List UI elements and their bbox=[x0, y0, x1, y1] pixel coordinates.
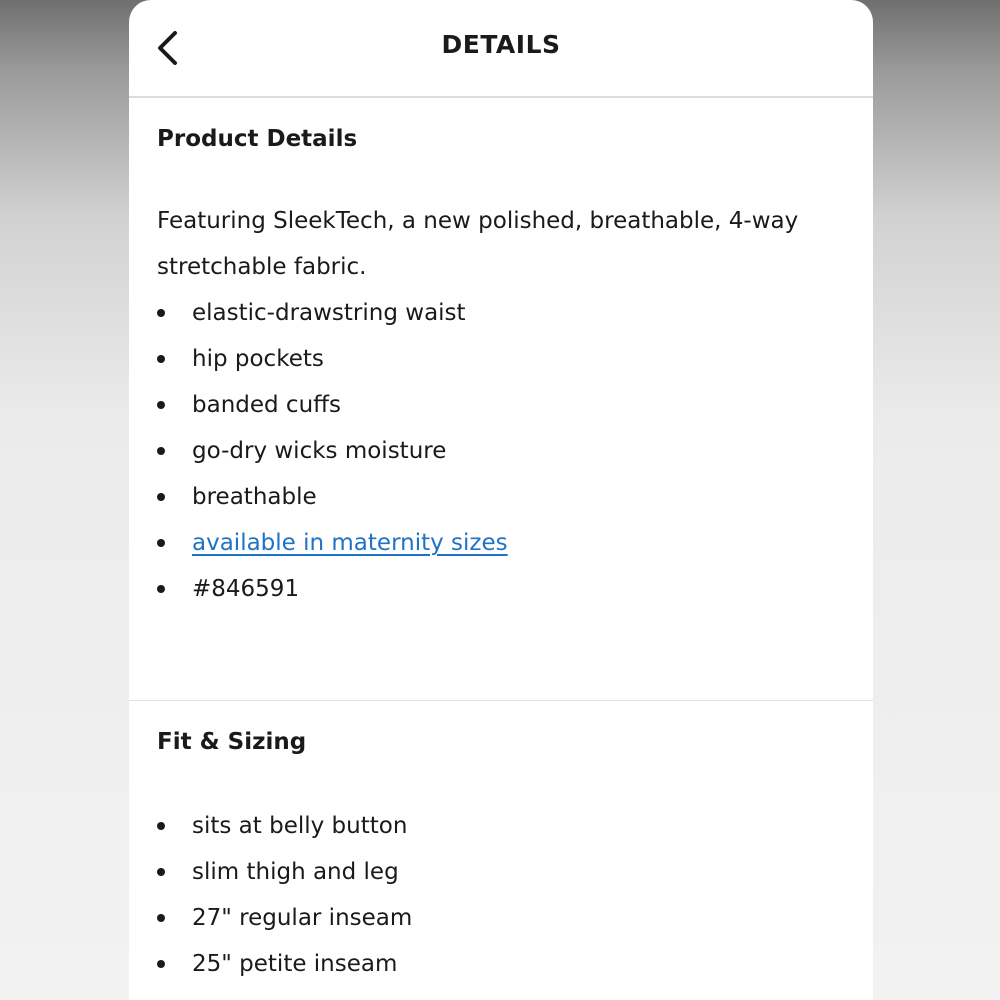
list-item bbox=[157, 566, 845, 612]
list-item bbox=[157, 849, 845, 895]
details-sheet bbox=[129, 0, 873, 1000]
page-title: DETAILS bbox=[441, 30, 561, 59]
bullet-text: 25" petite inseam bbox=[192, 951, 398, 977]
bullet-dot bbox=[157, 960, 165, 968]
details-header bbox=[129, 0, 873, 98]
list-item bbox=[157, 941, 845, 987]
bullet-dot bbox=[157, 401, 165, 409]
bullet-dot bbox=[157, 585, 165, 593]
bullet-dot bbox=[157, 447, 165, 455]
product-description-line-2: stretchable fabric. bbox=[157, 254, 367, 280]
product-details-list bbox=[157, 290, 845, 612]
product-details-title: Product Details bbox=[157, 126, 358, 152]
list-item bbox=[157, 895, 845, 941]
list-item bbox=[157, 803, 845, 849]
product-details-section bbox=[129, 122, 873, 612]
fit-sizing-list bbox=[157, 803, 845, 987]
product-description-line-1: Featuring SleekTech, a new polished, breathable, 4-way bbox=[157, 208, 799, 234]
bullet-text: sits at belly button bbox=[192, 813, 408, 839]
bullet-dot bbox=[157, 914, 165, 922]
list-item bbox=[157, 520, 845, 566]
bullet-text: breathable bbox=[192, 484, 317, 510]
bullet-text: banded cuffs bbox=[192, 392, 341, 418]
list-item bbox=[157, 336, 845, 382]
item-number: #846591 bbox=[192, 576, 300, 602]
list-item bbox=[157, 428, 845, 474]
bullet-dot bbox=[157, 493, 165, 501]
bullet-text: slim thigh and leg bbox=[192, 859, 399, 885]
bullet-dot bbox=[157, 868, 165, 876]
fit-sizing-title: Fit & Sizing bbox=[157, 729, 307, 755]
list-item bbox=[157, 382, 845, 428]
fit-sizing-section bbox=[129, 725, 873, 987]
list-item bbox=[157, 474, 845, 520]
bullet-text: 27" regular inseam bbox=[192, 905, 413, 931]
product-description bbox=[157, 198, 845, 290]
section-divider bbox=[129, 700, 873, 701]
maternity-sizes-link[interactable]: available in maternity sizes bbox=[192, 530, 508, 556]
bullet-text: elastic-drawstring waist bbox=[192, 300, 466, 326]
bullet-dot bbox=[157, 355, 165, 363]
bullet-text: go-dry wicks moisture bbox=[192, 438, 447, 464]
bullet-dot bbox=[157, 539, 165, 547]
bullet-dot bbox=[157, 309, 165, 317]
list-item bbox=[157, 290, 845, 336]
bullet-dot bbox=[157, 822, 165, 830]
bullet-text: hip pockets bbox=[192, 346, 324, 372]
